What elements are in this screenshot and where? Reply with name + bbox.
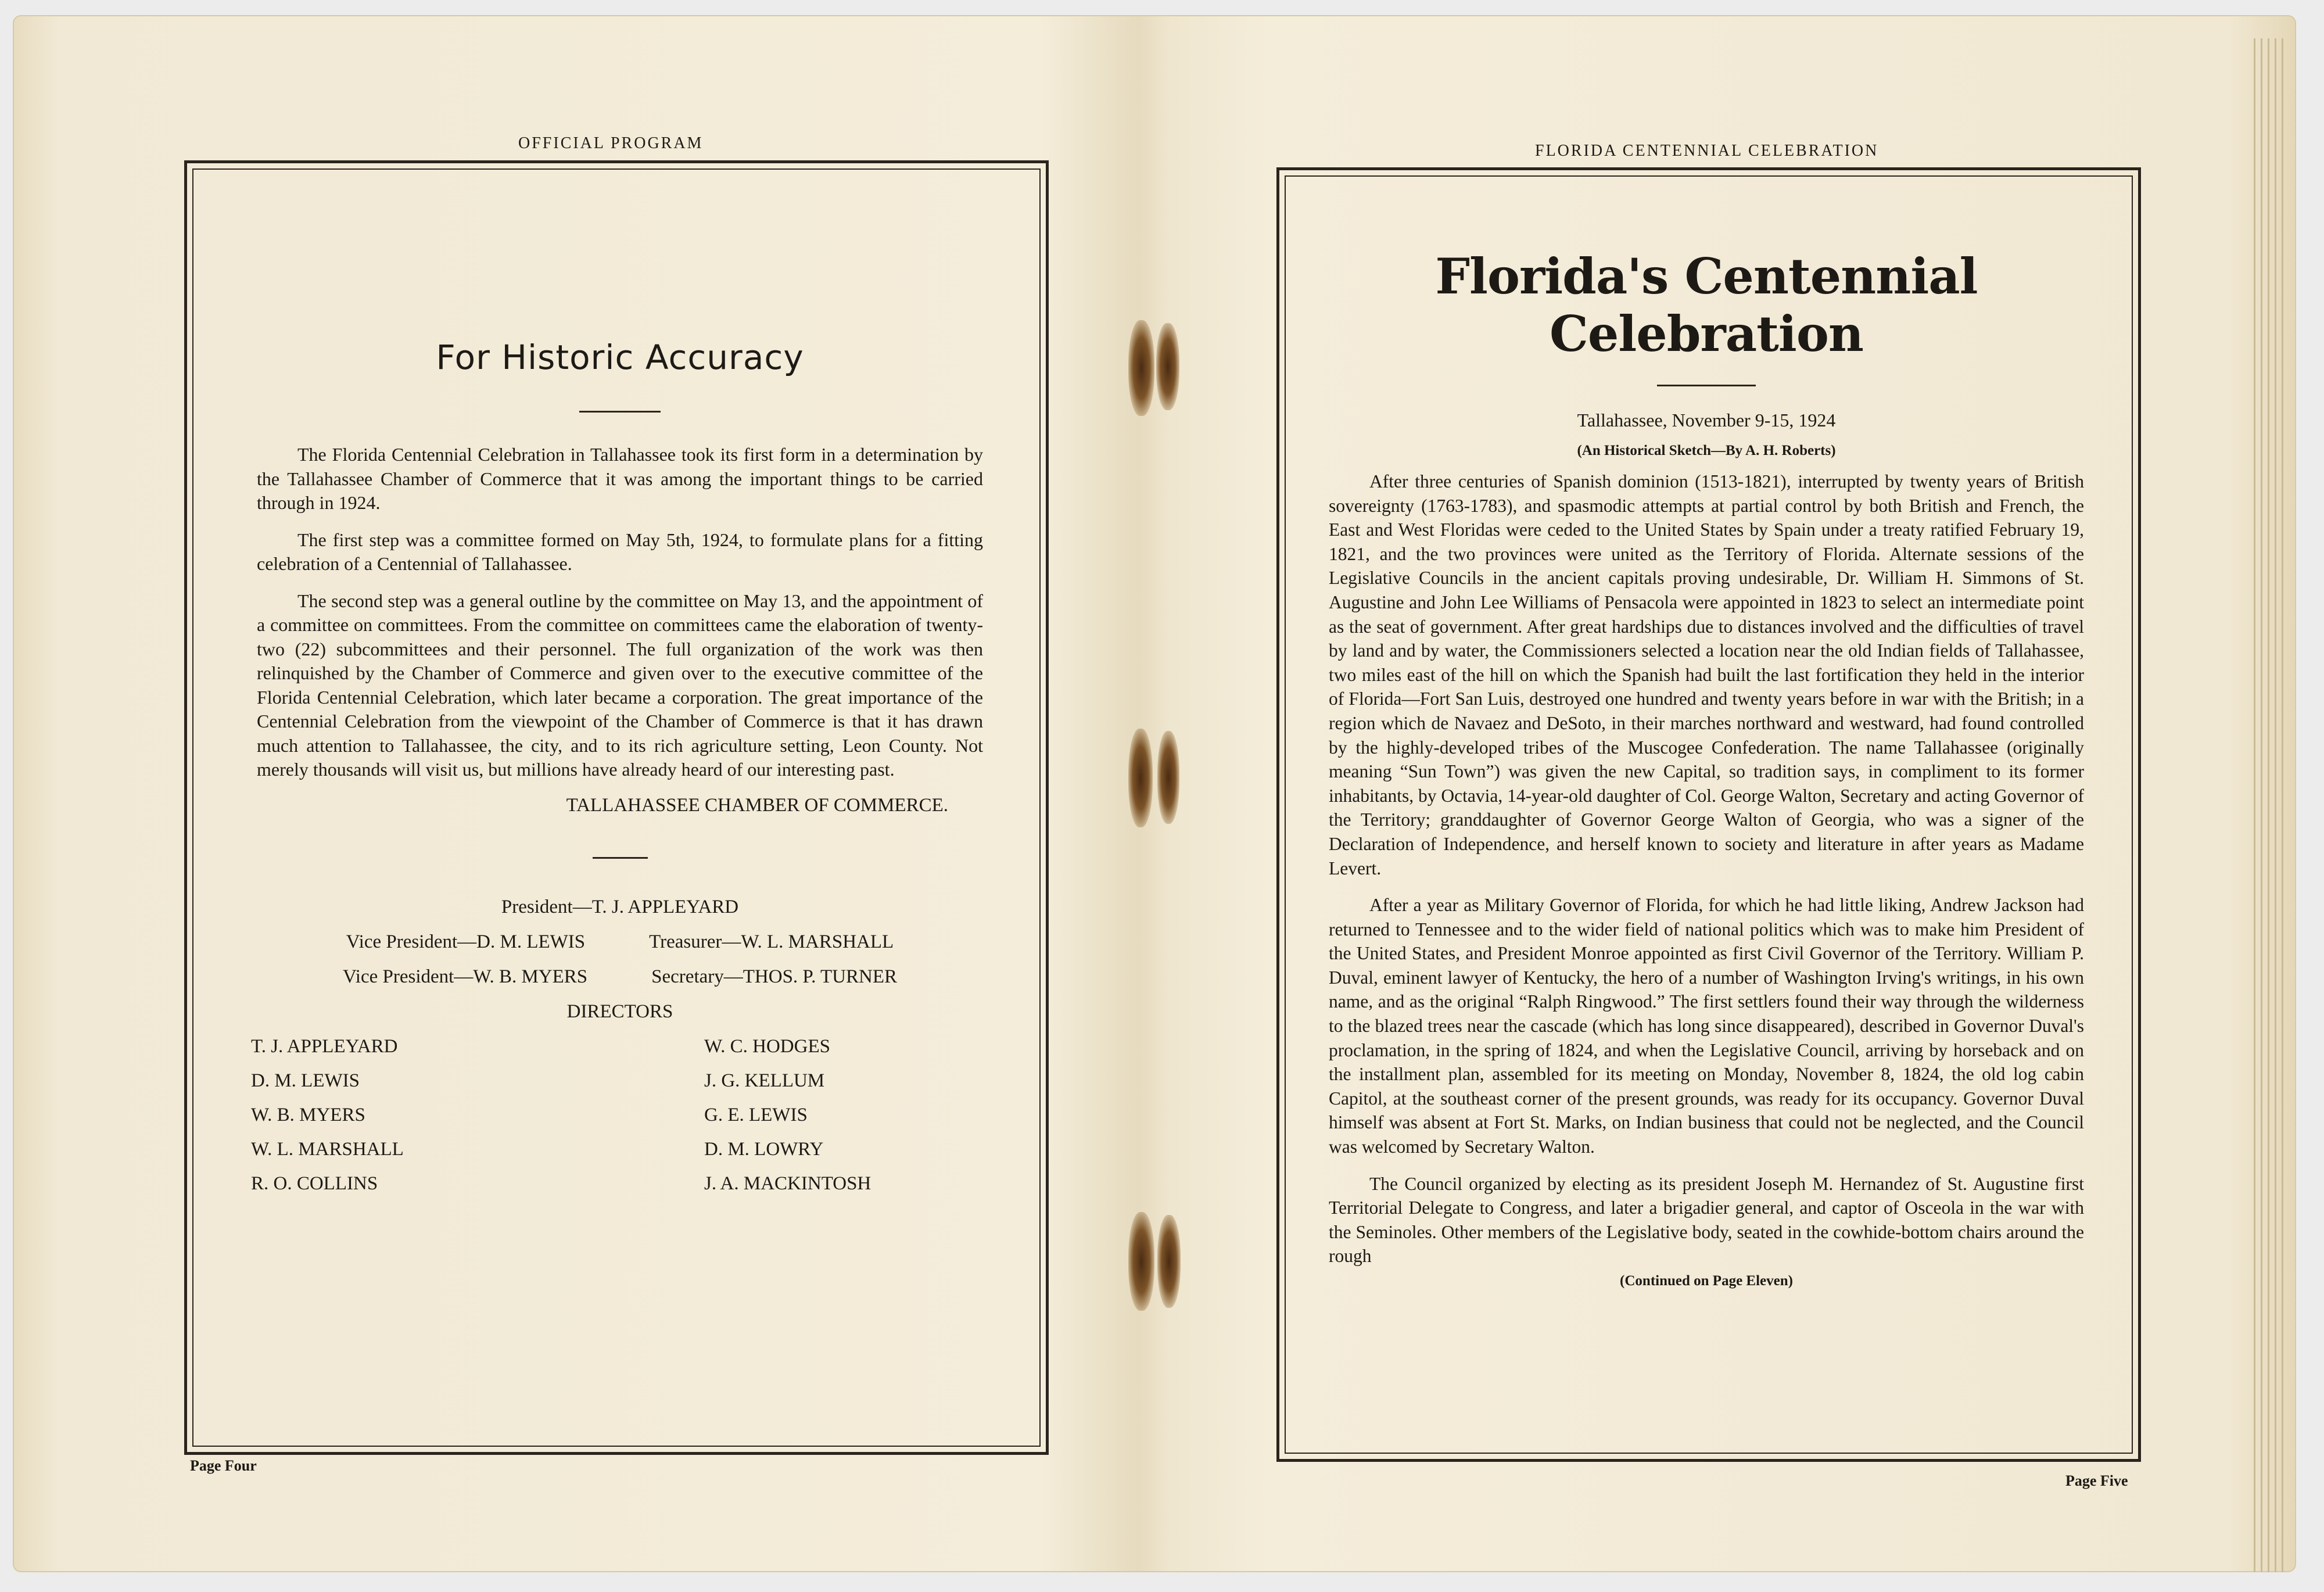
running-head-left: OFFICIAL PROGRAM xyxy=(518,134,704,152)
left-paragraph: The Florida Centennial Celebration in Tallahassee took its first form in a determination by the Tallahassee Chamber of Commerce that it was among the important things to be carried through in 1924. xyxy=(257,444,983,513)
director-name: G. E. LEWIS xyxy=(704,1104,808,1125)
director-name: W. B. MYERS xyxy=(251,1104,365,1125)
continued-note: (Continued on Page Eleven) xyxy=(1620,1273,1793,1289)
dateline: Tallahassee, November 9-15, 1924 xyxy=(1577,410,1836,431)
right-paragraph: After three centuries of Spanish dominion (1513-1821), interrupted by twenty years of British sovereignty (1763-1783), and spasmodic attempts at partial control by both British and French, the East and West Floridas were ceded to the United States by Spain under a treaty ratified February 19, 1821, and the two provinces were united as the Territory of Florida. Alternate sessions of the Legislative Councils in the ancient capitals proving undesirable, Dr. William H. Simmons of St. Augustine and John Lee Williams of Pensacola were appointed in 1823 to select an intermediate point as the seat of government. After great hardships due to distances involved and the difficulties of travel by land and by water, the Commissioners selected a location near the old Indian fields of Tallahassee, two miles east of the hill on which the Spanish had built the last fortification they held in the interior of Florida—Fort San Luis, destroyed one hundred and twenty years before in war with the British; in a region which de Navaez and DeSoto, in their marches northward and westward, had found controlled by the highly-developed tribes of the Muscogee Confederation. The name Tallahassee (originally meaning “Sun Town”) was given the new Capital, so tradition says, in compliment to its former inhabitants, by Octavia, 14-year-old daughter of Col. George Walton, Secretary and acting Governor of the Territory; granddaughter of Governor George Walton of Georgia, who was a signer of the Declaration of Independence, and herself known to society and literature in after years as Madame Levert. xyxy=(1329,471,2084,879)
byline: (An Historical Sketch—By A. H. Roberts) xyxy=(1577,443,1836,458)
right-article-body xyxy=(1329,469,2084,1268)
director-name: W. L. MARSHALL xyxy=(251,1138,404,1160)
officer-list xyxy=(257,897,983,1023)
right-page-content xyxy=(1329,248,2084,1289)
title-divider xyxy=(1657,385,1756,386)
directors-list xyxy=(251,1036,983,1195)
director-name: R. O. COLLINS xyxy=(251,1173,378,1194)
right-page xyxy=(1154,15,2296,1572)
vice-president-line: Vice President—D. M. LEWIS xyxy=(346,931,586,952)
left-paragraph: The first step was a committee formed on May 5th, 1924, to formulate plans for a fitting celebration of a Centennial of Tallahassee. xyxy=(257,529,983,574)
director-name: D. M. LEWIS xyxy=(251,1070,360,1091)
director-name: J. G. KELLUM xyxy=(704,1070,825,1091)
left-page-content xyxy=(251,338,983,1195)
director-name: J. A. MACKINTOSH xyxy=(704,1173,871,1194)
treasurer-line: Treasurer—W. L. MARSHALL xyxy=(649,931,894,952)
page-number-left: Page Four xyxy=(190,1457,257,1474)
director-name: T. J. APPLEYARD xyxy=(251,1035,398,1057)
signature-divider xyxy=(593,857,648,859)
left-article-body xyxy=(257,443,983,782)
secretary-line: Secretary—THOS. P. TURNER xyxy=(651,966,898,987)
chamber-signature: TALLAHASSEE CHAMBER OF COMMERCE. xyxy=(566,794,948,816)
director-name: W. C. HODGES xyxy=(704,1035,830,1057)
vice-president-line: Vice President—W. B. MYERS xyxy=(342,966,588,987)
directors-heading: DIRECTORS xyxy=(566,1001,673,1022)
director-name: D. M. LOWRY xyxy=(704,1138,824,1160)
left-page-title: For Historic Accuracy xyxy=(436,338,804,377)
left-page xyxy=(13,15,1154,1572)
right-page-title: Florida's Centennial Celebration xyxy=(1435,248,1978,363)
title-divider xyxy=(579,411,661,413)
page-number-right: Page Five xyxy=(2065,1472,2128,1489)
right-paragraph: The Council organized by electing as its president Joseph M. Hernandez of St. Augustine first Territorial Delegate to Congress, and later a brigadier general, and captor of Osceola in the war with the Seminoles. Other members of the Legislative body, seated in the cowhide-bottom chairs around the rough xyxy=(1329,1173,2084,1267)
program-spread xyxy=(13,15,2296,1572)
left-paragraph: The second step was a general outline by the committee on May 13, and the appointment of a committee on committees. From the committee on committees came the elaboration of twenty-two (22) subcommittees and their personnel. The full organization of the work was then relinquished by the Chamber of Commerce and given over to the executive committee of the Florida Centennial Celebration, which later became a corporation. The great importance of the Centennial Celebration from the viewpoint of the Chamber of Commerce is that it has drawn much attention to Tallahassee, the city, and to its rich agriculture setting, Leon County. Not merely thousands will visit us, but millions have already heard of our interesting past. xyxy=(257,590,983,780)
right-paragraph: After a year as Military Governor of Florida, for which he had little liking, Andrew Jackson had returned to Tennessee and to the wider field of national politics which was to make him President of the United States, and President Monroe appointed as first Civil Governor of the Territory. William P. Duval, eminent lawyer of Kentucky, the hero of a number of Washington Irving's writings, in his own name, and as the original “Ralph Ringwood.” The first settlers found their way through the wilderness to the blazed trees near the cascade (which has long since disappeared), described in Governor Duval's proclamation, in the spring of 1824, and when the Legislative Council, arriving by horseback and on the installment plan, assembled for its meeting on Monday, November 8, 1824, the old log cabin Capitol, at the southeast corner of the present grounds, was ready for its occupancy. Governor Duval himself was absent at Fort St. Marks, on Indian business that could not be neglected, and the Council was welcomed by Secretary Walton. xyxy=(1329,895,2084,1157)
running-head-right: FLORIDA CENTENNIAL CELEBRATION xyxy=(1535,142,1879,160)
president-line: President—T. J. APPLEYARD xyxy=(501,896,739,917)
